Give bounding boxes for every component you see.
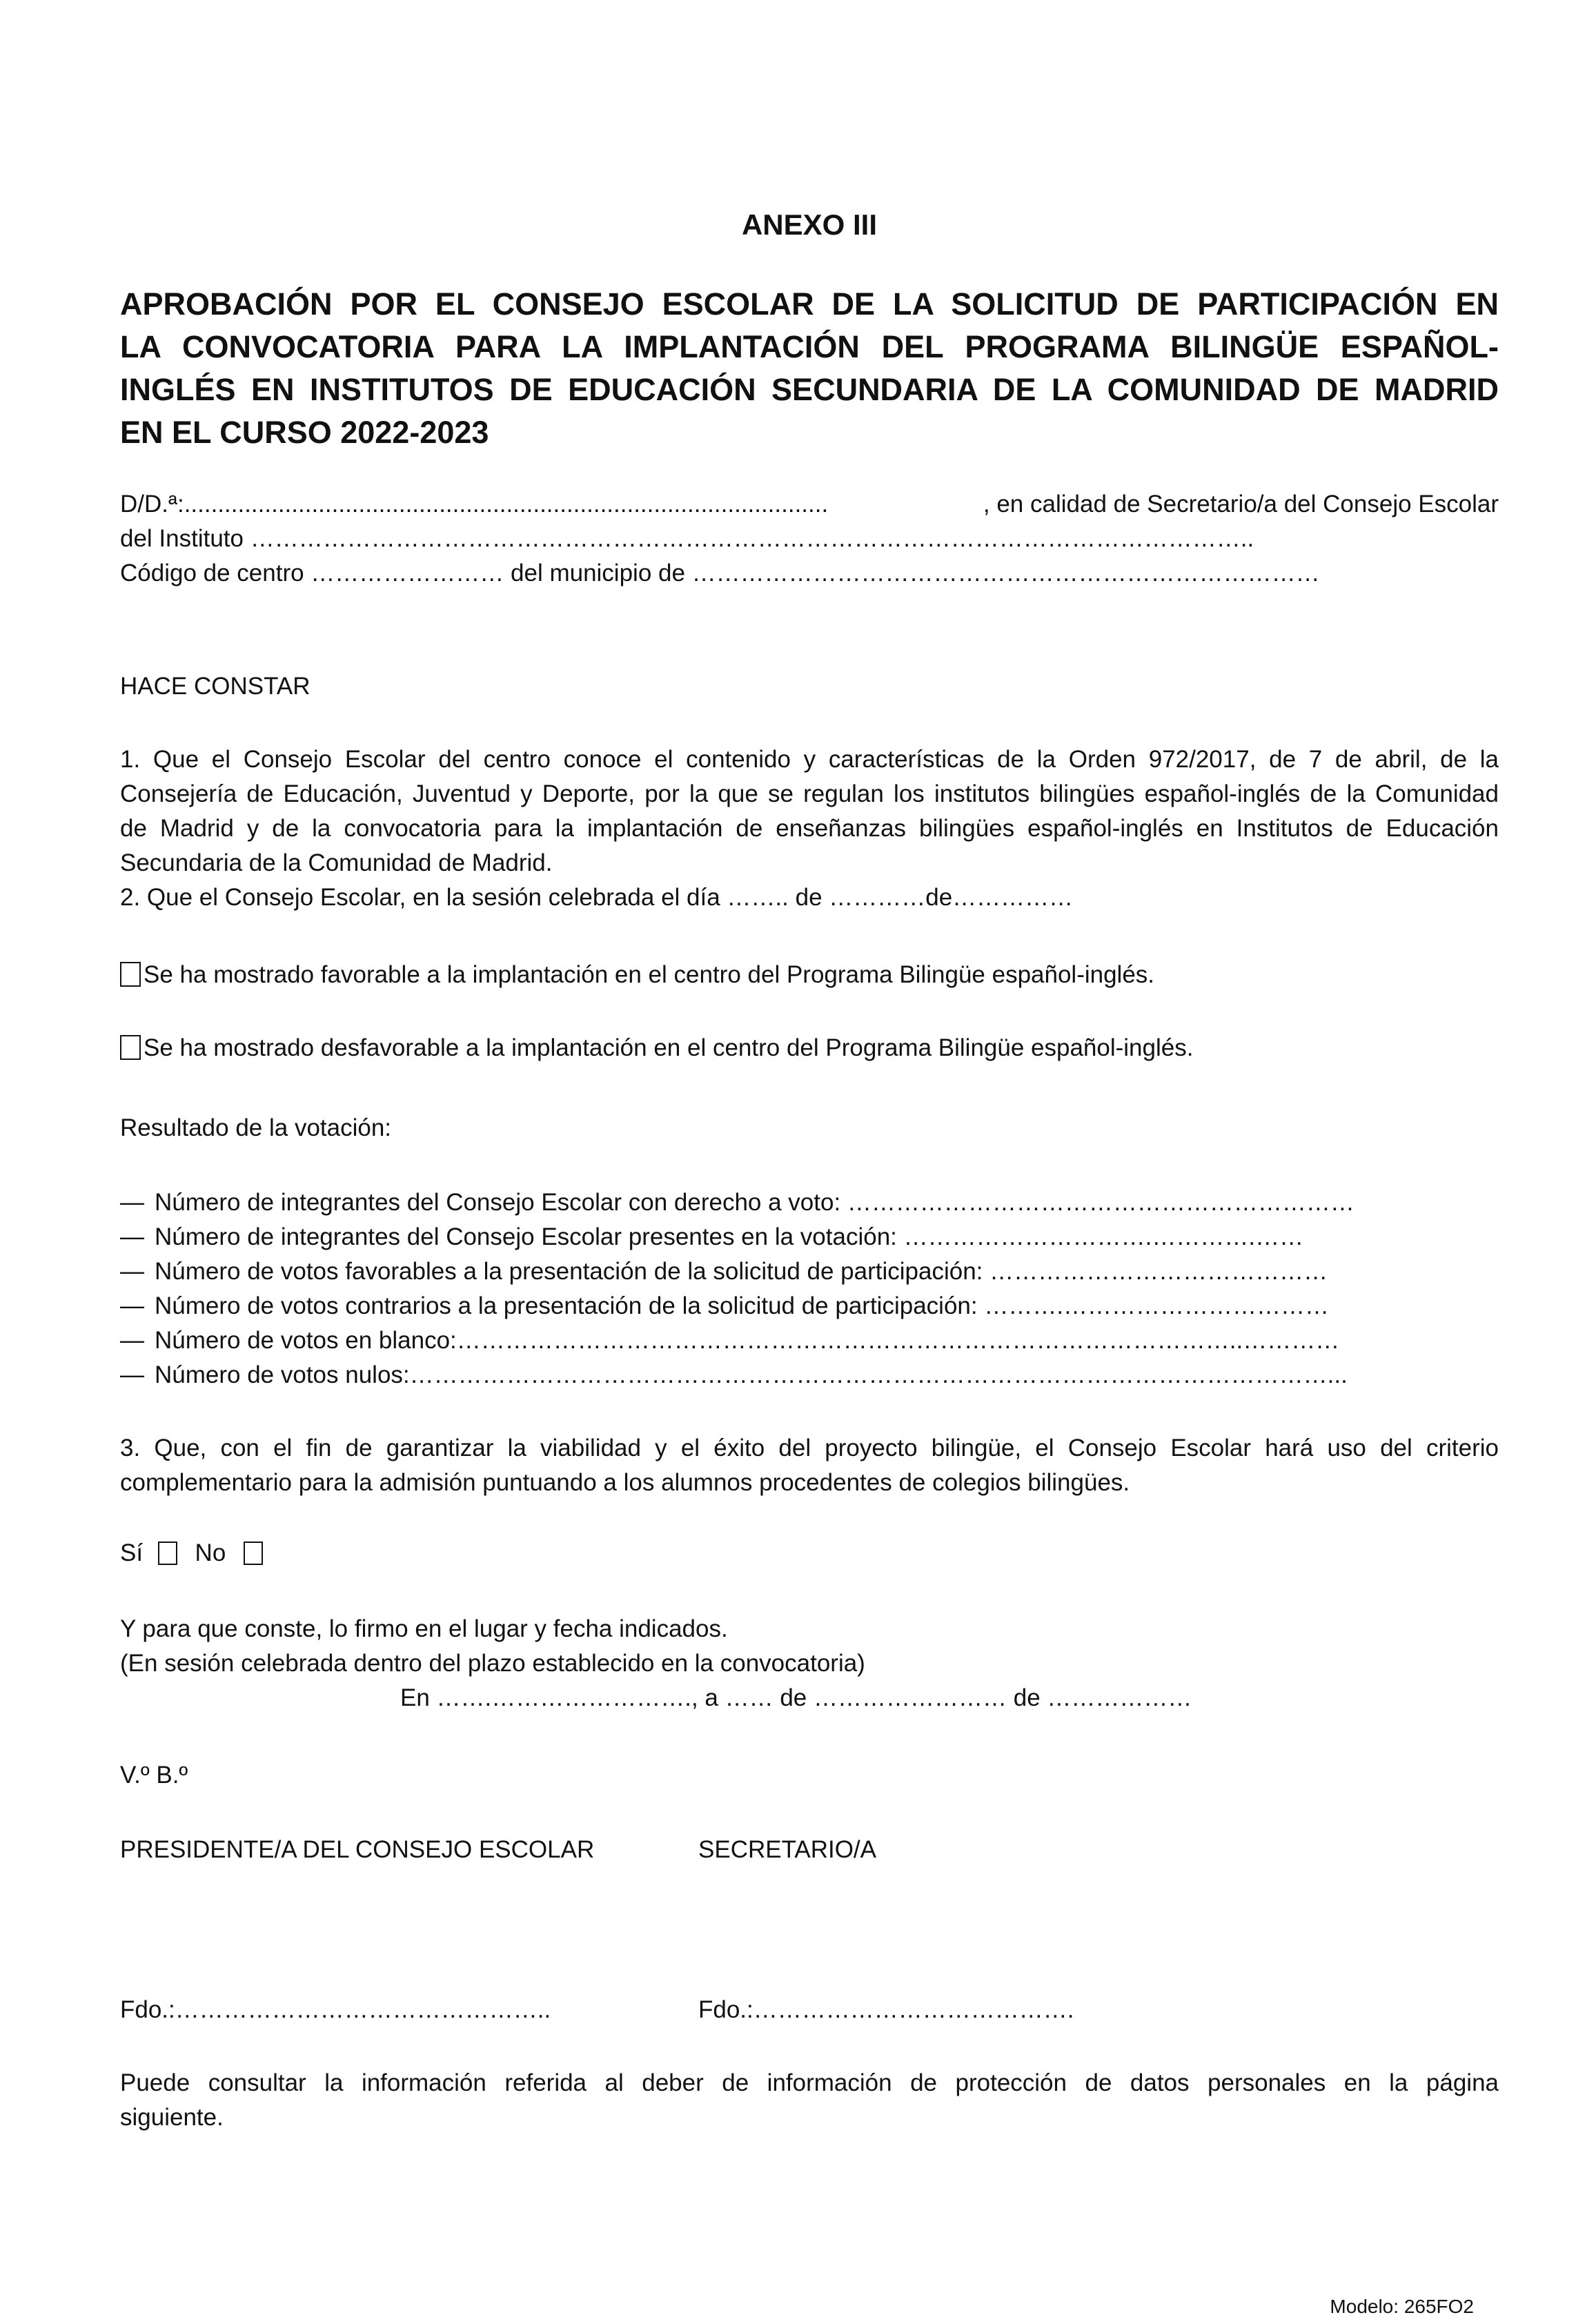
name-fill-line[interactable]: ................................................................................................ — [184, 491, 829, 518]
vobo-label: V.º B.º — [120, 1762, 188, 1789]
no-label: No — [195, 1539, 226, 1566]
paragraph-1 — [120, 742, 1499, 880]
document-title — [120, 283, 1499, 454]
vote-dash: — — [120, 1292, 144, 1319]
vote-line-text: Número de votos contrarios a la presentación de la solicitud de participación: ……….…………………………… — [155, 1292, 1330, 1319]
annex-title: ANEXO III — [741, 208, 878, 241]
paragraph-3 — [120, 1431, 1499, 1500]
hace-constar-heading: HACE CONSTAR — [120, 673, 311, 700]
closing-statement: Y para que conste, lo firmo en el lugar y fecha indicados. — [120, 1615, 728, 1642]
option-favorable-label: Se ha mostrado favorable a la implantación en el centro del Programa Bilingüe español-inglés. — [144, 961, 1155, 988]
privacy-notice — [120, 2066, 1499, 2135]
vote-line-members-with-vote[interactable] — [120, 1185, 1355, 1220]
paragraph-line: 1. Que el Consejo Escolar del centro conoce el contenido y características de la Orden 972/2017, de 7 de abril, de la — [120, 746, 1499, 773]
vote-result-label: Resultado de la votación: — [120, 1114, 392, 1141]
vote-dash: — — [120, 1327, 144, 1354]
president-signature-line[interactable]: Fdo.:……………………………………….. — [120, 1996, 551, 2023]
vote-line-text: Número de votos en blanco:……………………………………………………………………………………..………… — [155, 1327, 1340, 1354]
institute-fill-line[interactable]: del Instituto …………………………………………………………………………………………………………….. — [120, 525, 1254, 552]
identity-label: D/D.ª: — [120, 491, 184, 518]
title-line: APROBACIÓN POR EL CONSEJO ESCOLAR DE LA SOLICITUD DE PARTICIPACIÓN EN — [120, 286, 1499, 322]
vote-line-members-present[interactable] — [120, 1220, 1303, 1254]
identity-line-1 — [120, 487, 1499, 522]
model-code: Modelo: 265FO2 — [1330, 2296, 1474, 2317]
si-checkbox[interactable] — [158, 1542, 177, 1565]
identity-role-text: , en calidad de Secretario/a del Consejo Escolar — [983, 491, 1499, 518]
vote-line-text: Número de integrantes del Consejo Escolar con derecho a voto: ……………………………………………………… — [155, 1189, 1355, 1216]
no-checkbox[interactable] — [244, 1542, 263, 1565]
vote-dash: — — [120, 1258, 144, 1285]
si-label: Sí — [120, 1539, 144, 1566]
vote-line-text: Número de votos favorables a la presentación de la solicitud de participación: …………………………………… — [155, 1258, 1328, 1285]
title-line: EN EL CURSO 2022-2023 — [120, 415, 489, 450]
title-line: LA CONVOCATORIA PARA LA IMPLANTACIÓN DEL PROGRAMA BILINGÜE ESPAÑOL- — [120, 329, 1499, 364]
option-desfavorable[interactable] — [120, 1031, 1193, 1065]
paragraph-line: 3. Que, con el fin de garantizar la viabilidad y el éxito del proyecto bilingüe, el Consejo Escolar hará uso del criterio — [120, 1435, 1499, 1461]
vote-line-contrary-votes[interactable] — [120, 1289, 1329, 1323]
paragraph-line: de Madrid y de la convocatoria para la implantación de enseñanzas bilingües español-inglés en Institutos de Educación — [120, 815, 1499, 842]
vote-line-null-votes[interactable] — [120, 1358, 1348, 1392]
privacy-line: siguiente. — [120, 2104, 224, 2131]
center-code-municipality-fill-line[interactable]: Código de centro …………………… del municipio de …………………………………………………………………… — [120, 560, 1320, 587]
title-line: INGLÉS EN INSTITUTOS DE EDUCACIÓN SECUNDARIA DE LA COMUNIDAD DE MADRID — [120, 372, 1499, 407]
desfavorable-checkbox[interactable] — [120, 1035, 141, 1060]
paragraph-line: complementario para la admisión puntuando a los alumnos procedentes de colegios bilingües. — [120, 1469, 1130, 1496]
president-label: PRESIDENTE/A DEL CONSEJO ESCOLAR — [120, 1836, 595, 1863]
option-favorable[interactable] — [120, 958, 1154, 992]
closing-note: (En sesión celebrada dentro del plazo establecido en la convocatoria) — [120, 1650, 865, 1677]
privacy-line: Puede consultar la información referida al deber de información de protección de datos personales en la página — [120, 2069, 1499, 2096]
secretary-label: SECRETARIO/A — [698, 1836, 877, 1863]
option-desfavorable-label: Se ha mostrado desfavorable a la implantación en el centro del Programa Bilingüe español-inglés. — [144, 1034, 1194, 1061]
vote-line-text: Número de votos nulos:……………………………………………………………………………………………………... — [155, 1361, 1348, 1388]
vote-dash: — — [120, 1223, 144, 1250]
vote-dash: — — [120, 1361, 144, 1388]
yes-no-options — [120, 1536, 266, 1570]
vote-line-favorable-votes[interactable] — [120, 1254, 1328, 1289]
session-date-fill-line[interactable]: 2. Que el Consejo Escolar, en la sesión celebrada el día …….. de …………de…………… — [120, 884, 1074, 911]
place-date-fill-line[interactable]: En …….……………………., a …… de …………………… de ……………… — [400, 1684, 1192, 1711]
paragraph-line: Consejería de Educación, Juventud y Deporte, por la que se regulan los institutos bilingües español-inglés de la Comunidad — [120, 780, 1499, 807]
vote-line-text: Número de integrantes del Consejo Escolar presentes en la votación: ………………………….………….…… — [155, 1223, 1304, 1250]
secretary-signature-line[interactable]: Fdo.:…………………………………. — [698, 1996, 1074, 2023]
paragraph-line: Secundaria de la Comunidad de Madrid. — [120, 849, 553, 876]
vote-line-blank-votes[interactable] — [120, 1323, 1339, 1358]
vote-dash: — — [120, 1189, 144, 1216]
favorable-checkbox[interactable] — [120, 962, 141, 987]
